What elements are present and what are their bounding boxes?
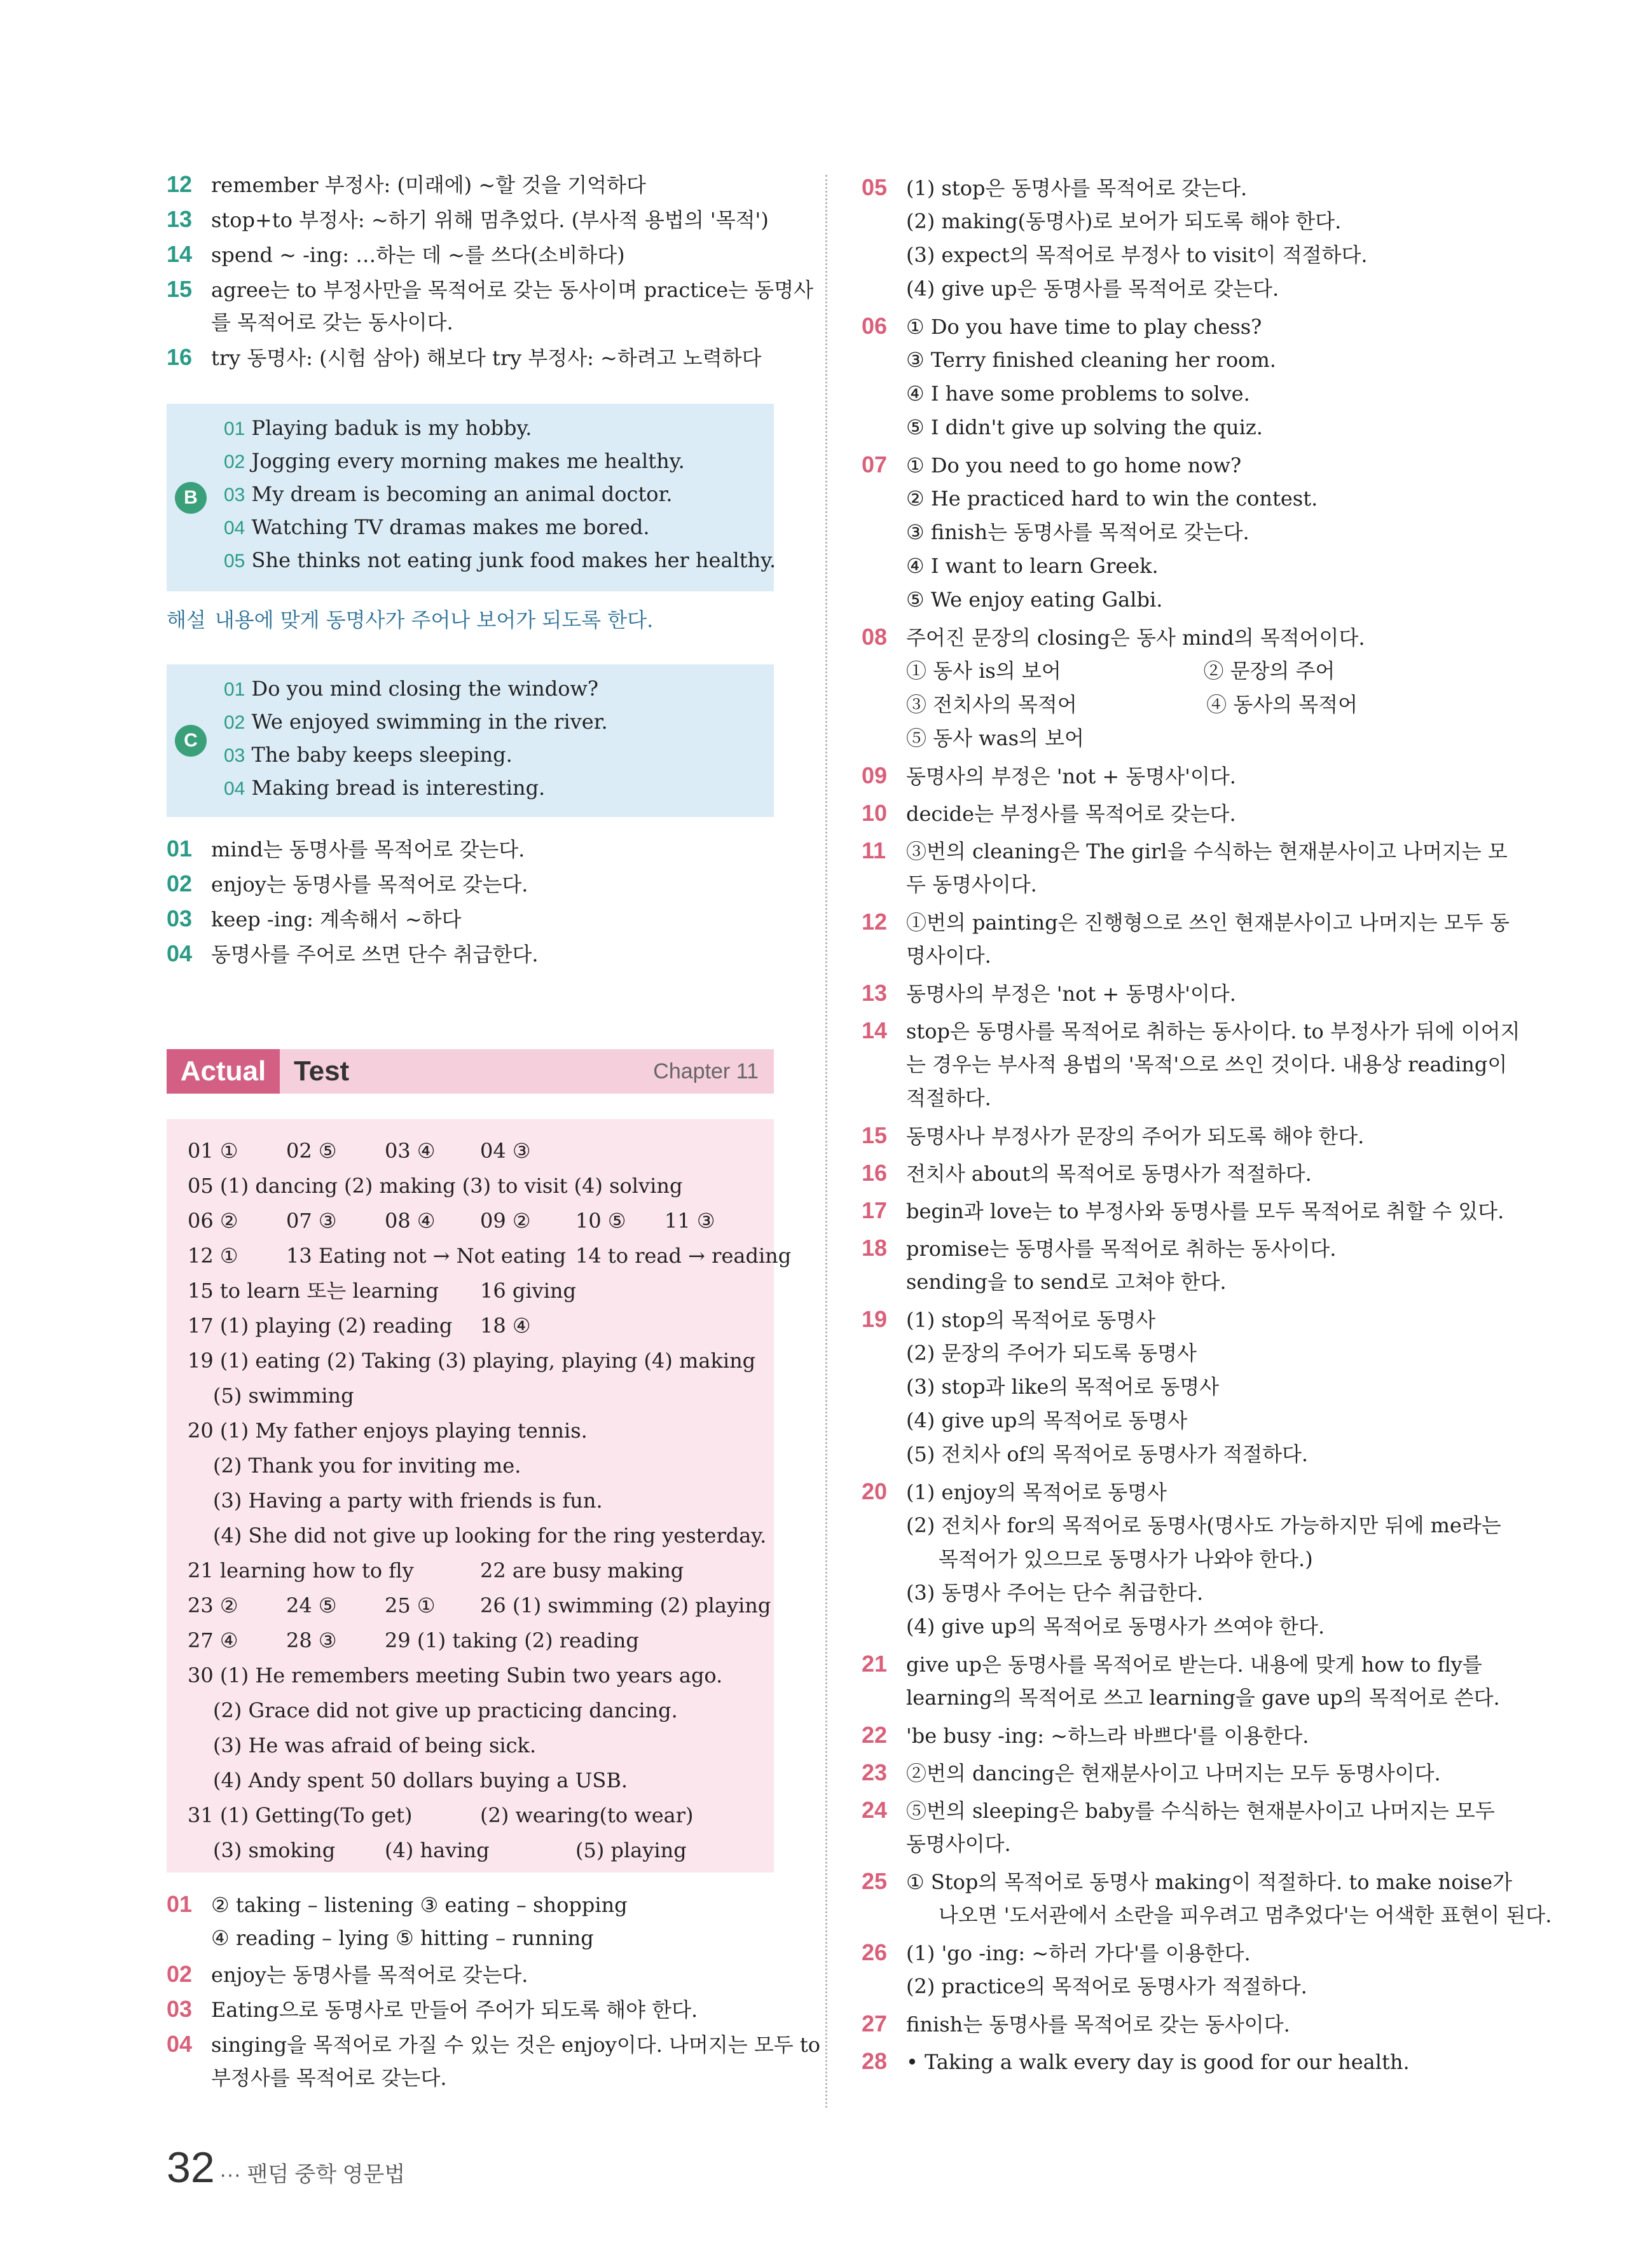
- answer-row: (3) He was afraid of being sick.: [213, 1733, 537, 1757]
- explanation-text: 전치사 about의 목적어로 동명사가 적절하다.: [906, 1162, 1312, 1186]
- explanation-text: ②번의 dancing은 현재분사이고 나머지는 모두 동명사이다.: [906, 1761, 1441, 1785]
- explanation-continuation: 두 동명사이다.: [906, 872, 1037, 897]
- explanation-at-09: [862, 763, 1236, 789]
- explanation-at-11: [862, 838, 1508, 864]
- answer-row: 12 ① 13 Eating not → Not eating 14 to read → reading: [188, 1244, 792, 1268]
- explanation-continuation: sending을 to send로 고쳐야 한다.: [906, 1270, 1227, 1294]
- explanation-continuation: (3) stop과 like의 목적어로 동명사: [906, 1375, 1220, 1399]
- explanation-text: (1) stop은 동명사를 목적어로 갖는다.: [906, 176, 1248, 200]
- explanation-continuation: ③ 전치사의 목적어 ④ 동사의 목적어: [906, 692, 1358, 717]
- explanation-continuation: (4) give up의 목적어로 동명사: [906, 1408, 1188, 1433]
- answer-row: 21 learning how to fly 22 are busy making: [188, 1558, 684, 1583]
- explanation-text: ① Do you have time to play chess?: [906, 315, 1262, 339]
- answer-row: 17 (1) playing (2) reading 18 ④: [188, 1314, 531, 1338]
- explanation-at-03: 03 Eating으로 동명사로 만들어 주어가 되도록 해야 한다.: [167, 1996, 698, 2022]
- book-title: ··· 팬덤 중학 영문법: [219, 2162, 406, 2187]
- explanation-number: 13: [862, 980, 888, 1006]
- explanation-continuation: 나오면 '도서관에서 소란을 피우려고 멈추었다'는 어색한 표현이 된다.: [906, 1903, 1552, 1927]
- answer-row: 23 ② 24 ⑤ 25 ① 26 (1) swimming (2) playing: [188, 1593, 771, 1618]
- page-number: 32: [167, 2143, 215, 2192]
- explanation-text: ① Do you need to go home now?: [906, 453, 1242, 478]
- explanation-c-03: 03 keep -ing: 계속해서 ~하다: [167, 905, 462, 931]
- explanation-number: 12: [862, 909, 888, 935]
- explanation-at-28: [862, 2049, 1410, 2075]
- explanation-at-04: 04 singing을 목적어로 가질 수 있는 것은 enjoy이다. 나머지는 모두 to: [167, 2031, 820, 2057]
- explanation-text: (1) stop의 목적어로 동명사: [906, 1308, 1156, 1332]
- explanation-continuation: 적절하다.: [906, 1086, 991, 1110]
- box-c-item: 02 We enjoyed swimming in the river.: [224, 710, 608, 734]
- explanation-text: 주어진 문장의 closing은 동사 mind의 목적어이다.: [906, 626, 1365, 650]
- answer-row: 19 (1) eating (2) Taking (3) playing, playing (4) making: [188, 1349, 756, 1373]
- section-badge-c: C: [175, 725, 207, 757]
- explanation-number: 05: [862, 174, 888, 200]
- answer-row: 01 ① 02 ⑤ 03 ④ 04 ③: [188, 1139, 531, 1163]
- explanation-at-06: [862, 313, 1262, 340]
- box-c-item: 04 Making bread is interesting.: [224, 776, 546, 800]
- explanation-note: 해설 내용에 맞게 동명사가 주어나 보어가 되도록 한다.: [167, 608, 654, 632]
- explanation-15: 15 agree는 to 부정사만을 목적어로 갖는 동사이며 practice는 동명사: [167, 276, 814, 302]
- explanation-continuation: ⑤ I didn't give up solving the quiz.: [906, 415, 1263, 439]
- answer-row: (2) Thank you for inviting me.: [213, 1454, 521, 1478]
- chapter-label: Chapter 11: [653, 1059, 759, 1083]
- explanation-number: 25: [862, 1868, 888, 1894]
- explanation-at-23: [862, 1760, 1441, 1786]
- box-c-item: 01 Do you mind closing the window?: [224, 677, 599, 701]
- answer-row: 15 to learn 또는 learning 16 giving: [188, 1279, 577, 1303]
- explanation-continuation: ④ I have some problems to solve.: [906, 381, 1250, 406]
- explanation-at-21: [862, 1651, 1482, 1677]
- explanation-at-22: [862, 1722, 1309, 1749]
- answer-row: 31 (1) Getting(To get) (2) wearing(to wear): [188, 1803, 694, 1827]
- explanation-at-05: [862, 175, 1247, 201]
- test-label: Test: [294, 1055, 350, 1087]
- answer-row: 27 ④ 28 ③ 29 (1) taking (2) reading: [188, 1628, 639, 1653]
- answer-row: 06 ② 07 ③ 08 ④ 09 ② 10 ⑤ 11 ③: [188, 1209, 715, 1233]
- box-b-item: 02 Jogging every morning makes me healthy.: [224, 449, 685, 473]
- explanation-number: 28: [862, 2048, 888, 2074]
- explanation-number: 14: [862, 1017, 888, 1043]
- explanation-number: 17: [862, 1197, 888, 1223]
- explanation-text: 동명사나 부정사가 문장의 주어가 되도록 해야 한다.: [906, 1124, 1365, 1148]
- explanation-continuation: (2) 전치사 for의 목적어로 동명사(명사도 가능하지만 뒤에 me라는: [906, 1513, 1501, 1537]
- explanation-number: 24: [862, 1797, 888, 1823]
- explanation-continuation: (3) 동명사 주어는 단수 취급한다.: [906, 1581, 1204, 1605]
- answer-row: (3) Having a party with friends is fun.: [213, 1488, 603, 1513]
- explanation-text: ⑤번의 sleeping은 baby를 수식하는 현재분사이고 나머지는 모두: [906, 1799, 1495, 1823]
- box-b-item: 05 She thinks not eating junk food makes her healthy.: [224, 548, 776, 572]
- explanation-at-18: [862, 1235, 1336, 1261]
- explanation-text: (1) enjoy의 목적어로 동명사: [906, 1480, 1167, 1504]
- explanation-text: 'be busy -ing: ~하느라 바쁘다'를 이용한다.: [906, 1724, 1309, 1748]
- explanation-continuation: 는 경우는 부사적 용법의 '목적'으로 쓰인 것이다. 내용상 reading이: [906, 1052, 1508, 1076]
- explanation-continuation: (2) practice의 목적어로 동명사가 적절하다.: [906, 1974, 1307, 1998]
- explanation-number: 07: [862, 451, 888, 478]
- explanation-14: 14 spend ~ -ing: …하는 데 ~를 쓰다(소비하다): [167, 241, 625, 267]
- explanation-text: promise는 동명사를 목적어로 취하는 동사이다.: [906, 1237, 1337, 1261]
- explanation-c-01: 01 mind는 동명사를 목적어로 갖는다.: [167, 835, 525, 862]
- explanation-at-13: [862, 980, 1236, 1007]
- box-b-item: 04 Watching TV dramas makes me bored.: [224, 515, 650, 539]
- explanation-number: 15: [862, 1122, 888, 1148]
- explanation-at-25: [862, 1869, 1512, 1895]
- explanation-number: 22: [862, 1722, 888, 1748]
- explanation-continuation: learning의 목적어로 쓰고 learning을 gave up의 목적어로 쓴다.: [906, 1686, 1500, 1710]
- answer-row: 05 (1) dancing (2) making (3) to visit (4) solving: [188, 1174, 683, 1198]
- explanation-continuation: ⑤ We enjoy eating Galbi.: [906, 588, 1163, 612]
- explanation-number: 06: [862, 313, 888, 339]
- explanation-number: 16: [862, 1160, 888, 1186]
- explanation-at-04-cont: 부정사를 목적어로 갖는다.: [211, 2066, 447, 2090]
- explanation-continuation: ④ I want to learn Greek.: [906, 554, 1159, 578]
- explanation-at-12: [862, 909, 1510, 935]
- explanation-number: 26: [862, 1939, 888, 1965]
- explanation-continuation: ③ Terry finished cleaning her room.: [906, 348, 1276, 372]
- explanation-text: give up은 동명사를 목적어로 받는다. 내용에 맞게 how to fly를: [906, 1653, 1482, 1677]
- explanation-at-01: 01 ② taking – listening ③ eating – shopping: [167, 1891, 628, 1917]
- explanation-number: 18: [862, 1235, 888, 1261]
- actual-test-header: [167, 1049, 774, 1094]
- explanation-text: 동명사의 부정은 'not + 동명사'이다.: [906, 982, 1236, 1006]
- explanation-text: begin과 love는 to 부정사와 동명사를 모두 목적어로 취할 수 있다.: [906, 1199, 1504, 1223]
- box-c-item: 03 The baby keeps sleeping.: [224, 743, 513, 767]
- explanation-c-04: 04 동명사를 주어로 쓰면 단수 취급한다.: [167, 940, 539, 966]
- explanation-continuation: (2) making(동명사)로 보어가 되도록 해야 한다.: [906, 209, 1342, 233]
- answer-row: 20 (1) My father enjoys playing tennis.: [188, 1419, 588, 1443]
- explanation-at-20: [862, 1479, 1167, 1505]
- answer-row: (3) smoking (4) having (5) playing: [213, 1838, 687, 1862]
- explanation-continuation: 동명사이다.: [906, 1832, 1011, 1856]
- explanation-at-14: [862, 1018, 1520, 1044]
- explanation-at-24: [862, 1797, 1495, 1824]
- section-badge-b: B: [175, 482, 207, 514]
- answer-row: (2) Grace did not give up practicing dancing.: [213, 1698, 678, 1722]
- explanation-text: finish는 동명사를 목적어로 갖는 동사이다.: [906, 2012, 1290, 2037]
- explanation-continuation: (4) give up은 동명사를 목적어로 갖는다.: [906, 277, 1279, 301]
- box-b-item: 03 My dream is becoming an animal doctor.: [224, 482, 673, 506]
- explanation-16: 16 try 동명사: (시험 삼아) 해보다 try 부정사: ~하려고 노력하다: [167, 344, 762, 370]
- explanation-text: decide는 부정사를 목적어로 갖는다.: [906, 802, 1236, 826]
- explanation-number: 11: [862, 837, 886, 863]
- answer-row: 30 (1) He remembers meeting Subin two years ago.: [188, 1663, 723, 1687]
- explanation-at-27: [862, 2011, 1290, 2037]
- answer-row: (4) She did not give up looking for the ring yesterday.: [213, 1523, 767, 1548]
- explanation-text: 동명사의 부정은 'not + 동명사'이다.: [906, 764, 1236, 788]
- explanation-13: 13 stop+to 부정사: ~하기 위해 멈추었다. (부사적 용법의 '목적'): [167, 206, 769, 232]
- explanation-at-26: [862, 1940, 1251, 1966]
- explanation-text: (1) 'go -ing: ~하러 가다'를 이용한다.: [906, 1941, 1251, 1965]
- explanation-at-01-cont: ④ reading – lying ⑤ hitting – running: [211, 1926, 594, 1950]
- explanation-text: ① Stop의 목적어로 동명사 making이 적절하다. to make noise가: [906, 1870, 1513, 1894]
- explanation-number: 27: [862, 2010, 888, 2037]
- explanation-text: stop은 동명사를 목적어로 취하는 동사이다. to 부정사가 뒤에 이어지: [906, 1019, 1520, 1043]
- explanation-continuation: (5) 전치사 of의 목적어로 동명사가 적절하다.: [906, 1442, 1309, 1466]
- actual-label: Actual: [167, 1049, 280, 1094]
- explanation-number: 09: [862, 762, 888, 788]
- explanation-at-16: [862, 1160, 1312, 1186]
- explanation-continuation: 명사이다.: [906, 944, 991, 968]
- explanation-at-07: [862, 452, 1241, 478]
- explanation-number: 20: [862, 1478, 888, 1504]
- explanation-text: ③번의 cleaning은 The girl을 수식하는 현재분사이고 나머지는 모: [906, 839, 1508, 863]
- explanation-c-02: 02 enjoy는 동명사를 목적어로 갖는다.: [167, 870, 528, 897]
- explanation-at-02: 02 enjoy는 동명사를 목적어로 갖는다.: [167, 1961, 528, 1987]
- explanation-at-15: [862, 1123, 1364, 1149]
- explanation-number: 10: [862, 800, 888, 826]
- explanation-text: • Taking a walk every day is good for our health.: [906, 2050, 1410, 2074]
- explanation-continuation: ⑤ 동사 was의 보어: [906, 726, 1084, 750]
- explanation-at-10: [862, 801, 1236, 827]
- explanation-continuation: (3) expect의 목적어로 부정사 to visit이 적절하다.: [906, 243, 1368, 267]
- answer-row: (4) Andy spent 50 dollars buying a USB.: [213, 1768, 628, 1792]
- explanation-continuation: (4) give up의 목적어로 동명사가 쓰여야 한다.: [906, 1614, 1325, 1639]
- explanation-number: 21: [862, 1651, 888, 1677]
- explanation-number: 08: [862, 624, 888, 650]
- explanation-number: 19: [862, 1306, 888, 1332]
- column-divider: [825, 175, 827, 2108]
- explanation-continuation: (2) 문장의 주어가 되도록 동명사: [906, 1341, 1197, 1365]
- explanation-at-17: [862, 1198, 1504, 1224]
- box-b-item: 01 Playing baduk is my hobby.: [224, 416, 532, 440]
- explanation-text: ①번의 painting은 진행형으로 쓰인 현재분사이고 나머지는 모두 동: [906, 911, 1510, 935]
- explanation-12: 12 remember 부정사: (미래에) ~할 것을 기억하다: [167, 171, 646, 197]
- explanation-at-08: [862, 624, 1365, 650]
- explanation-number: 23: [862, 1759, 888, 1785]
- explanation-at-19: [862, 1307, 1155, 1333]
- explanation-15-cont: 를 목적어로 갖는 동사이다.: [211, 310, 453, 334]
- explanation-continuation: 목적어가 있으므로 동명사가 나와야 한다.): [906, 1547, 1313, 1571]
- explanation-continuation: ② He practiced hard to win the contest.: [906, 486, 1318, 511]
- explanation-continuation: ① 동사 is의 보어 ② 문장의 주어: [906, 659, 1335, 683]
- answer-row: (5) swimming: [213, 1384, 354, 1408]
- explanation-continuation: ③ finish는 동명사를 목적어로 갖는다.: [906, 520, 1249, 544]
